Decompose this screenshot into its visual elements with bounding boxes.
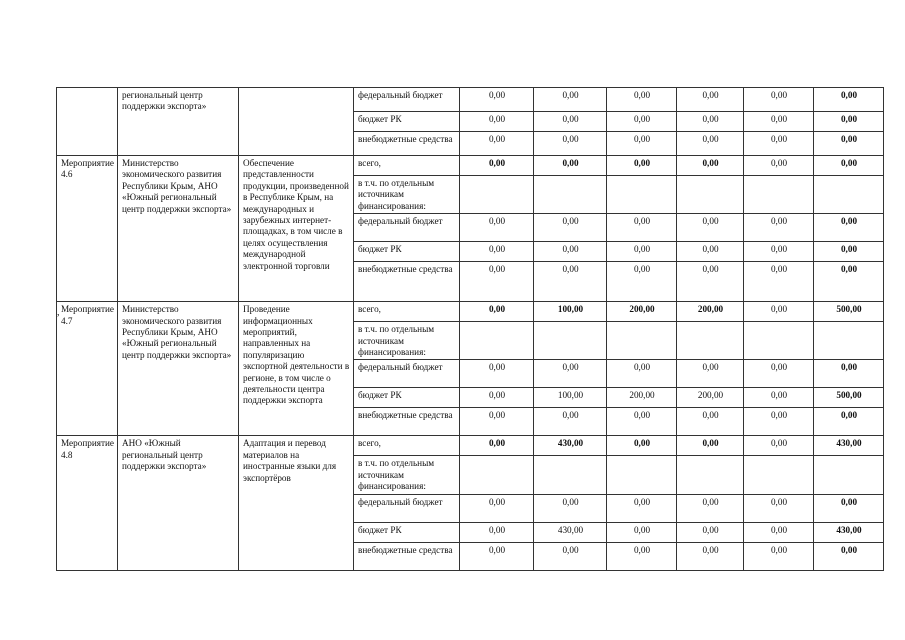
year-value: 0,00 — [744, 262, 814, 302]
year-value: 0,00 — [677, 360, 744, 388]
funding-source: федеральный бюджет — [354, 214, 460, 242]
table-row — [57, 88, 884, 112]
total-value: 500,00 — [814, 302, 884, 322]
year-value: 0,00 — [744, 88, 814, 112]
year-value — [677, 322, 744, 360]
budget-table — [56, 87, 884, 571]
year-value: 0,00 — [534, 156, 607, 176]
year-value: 0,00 — [744, 388, 814, 408]
year-value: 200,00 — [677, 388, 744, 408]
table-row — [57, 156, 884, 176]
total-value: 430,00 — [814, 522, 884, 542]
year-value: 0,00 — [534, 542, 607, 570]
year-value — [677, 176, 744, 214]
funding-source: федеральный бюджет — [354, 494, 460, 522]
total-value: 0,00 — [814, 112, 884, 132]
year-value: 0,00 — [607, 436, 677, 456]
year-value — [744, 322, 814, 360]
description-cell — [239, 88, 354, 156]
funding-source: бюджет РК — [354, 388, 460, 408]
year-value: 0,00 — [677, 436, 744, 456]
year-value: 0,00 — [534, 262, 607, 302]
funding-source: бюджет РК — [354, 242, 460, 262]
year-value: 0,00 — [534, 112, 607, 132]
year-value: 0,00 — [744, 214, 814, 242]
year-value: 0,00 — [460, 262, 534, 302]
year-value: 100,00 — [534, 302, 607, 322]
year-value: 0,00 — [460, 214, 534, 242]
year-value: 0,00 — [744, 522, 814, 542]
stray-mark: , — [57, 307, 60, 318]
total-value: 0,00 — [814, 88, 884, 112]
year-value — [534, 456, 607, 494]
year-value: 0,00 — [677, 242, 744, 262]
year-value: 0,00 — [677, 542, 744, 570]
total-value — [814, 176, 884, 214]
total-value: 0,00 — [814, 542, 884, 570]
year-value: 0,00 — [677, 408, 744, 436]
year-value: 0,00 — [460, 542, 534, 570]
description-cell: Обеспечение представленности продукции, произведенной в Республике Крым, на международных и зарубежных интернет-площадках, в том числе в целях осуществления международной электронной торговли — [239, 156, 354, 302]
year-value: 0,00 — [677, 112, 744, 132]
total-value — [814, 456, 884, 494]
executor-cell: Министерство экономического развития Республики Крым, АНО «Южный региональный центр поддержки экспорта» — [118, 302, 239, 436]
total-value: 0,00 — [814, 214, 884, 242]
year-value: 0,00 — [607, 88, 677, 112]
year-value: 0,00 — [460, 88, 534, 112]
year-value: 0,00 — [744, 156, 814, 176]
total-value: 0,00 — [814, 494, 884, 522]
year-value: 0,00 — [460, 494, 534, 522]
funding-source: в т.ч. по отдельным источникам финансирования: — [354, 322, 460, 360]
year-value: 430,00 — [534, 522, 607, 542]
year-value: 0,00 — [607, 542, 677, 570]
year-value — [607, 322, 677, 360]
description-cell: Адаптация и перевод материалов на иностранные языки для экспортёров — [239, 436, 354, 570]
funding-source: внебюджетные средства — [354, 132, 460, 156]
year-value: 0,00 — [534, 408, 607, 436]
year-value: 0,00 — [677, 88, 744, 112]
year-value: 0,00 — [744, 494, 814, 522]
funding-source: внебюджетные средства — [354, 542, 460, 570]
description-cell: Проведение информационных мероприятий, направленных на популяризацию экспортной деятельности в регионе, в том числе о деятельности центра поддержки экспорта — [239, 302, 354, 436]
funding-source: федеральный бюджет — [354, 88, 460, 112]
year-value: 0,00 — [460, 522, 534, 542]
year-value: 0,00 — [607, 112, 677, 132]
table-body — [57, 88, 884, 571]
year-value: 0,00 — [744, 242, 814, 262]
year-value: 0,00 — [534, 88, 607, 112]
total-value: 500,00 — [814, 388, 884, 408]
year-value: 0,00 — [744, 436, 814, 456]
year-value: 0,00 — [677, 522, 744, 542]
year-value: 0,00 — [460, 436, 534, 456]
total-value: 0,00 — [814, 132, 884, 156]
year-value: 0,00 — [607, 132, 677, 156]
year-value — [677, 456, 744, 494]
year-value: 0,00 — [744, 132, 814, 156]
total-value: 0,00 — [814, 360, 884, 388]
total-value: 0,00 — [814, 262, 884, 302]
year-value: 0,00 — [607, 156, 677, 176]
year-value: 430,00 — [534, 436, 607, 456]
total-value: 430,00 — [814, 436, 884, 456]
activity-id — [57, 88, 118, 156]
year-value: 0,00 — [607, 408, 677, 436]
year-value: 0,00 — [460, 388, 534, 408]
year-value — [744, 456, 814, 494]
year-value — [460, 322, 534, 360]
year-value: 0,00 — [460, 132, 534, 156]
year-value: 0,00 — [677, 132, 744, 156]
year-value: 0,00 — [607, 522, 677, 542]
year-value: 0,00 — [534, 494, 607, 522]
year-value: 0,00 — [460, 112, 534, 132]
year-value: 0,00 — [607, 360, 677, 388]
executor-cell: АНО «Южный региональный центр поддержки экспорта» — [118, 436, 239, 570]
year-value — [460, 456, 534, 494]
year-value: 0,00 — [744, 302, 814, 322]
funding-source: всего, — [354, 302, 460, 322]
year-value: 0,00 — [744, 360, 814, 388]
year-value — [460, 176, 534, 214]
activity-id: Мероприятие 4.6 — [57, 156, 118, 302]
year-value: 0,00 — [744, 408, 814, 436]
year-value: 0,00 — [744, 112, 814, 132]
year-value: 0,00 — [534, 214, 607, 242]
year-value: 0,00 — [607, 242, 677, 262]
year-value: 0,00 — [460, 242, 534, 262]
year-value: 0,00 — [460, 156, 534, 176]
year-value — [534, 322, 607, 360]
year-value: 200,00 — [677, 302, 744, 322]
total-value — [814, 322, 884, 360]
table-row — [57, 302, 884, 322]
funding-source: бюджет РК — [354, 112, 460, 132]
activity-id: Мероприятие 4.7 — [57, 302, 118, 436]
year-value: 0,00 — [677, 156, 744, 176]
total-value: 0,00 — [814, 242, 884, 262]
year-value — [607, 456, 677, 494]
funding-source: всего, — [354, 436, 460, 456]
funding-source: в т.ч. по отдельным источникам финансирования: — [354, 176, 460, 214]
executor-cell: региональный центр поддержки экспорта» — [118, 88, 239, 156]
year-value: 0,00 — [607, 214, 677, 242]
activity-id: Мероприятие 4.8 — [57, 436, 118, 570]
year-value — [607, 176, 677, 214]
year-value: 0,00 — [534, 242, 607, 262]
year-value: 0,00 — [607, 494, 677, 522]
total-value: 0,00 — [814, 156, 884, 176]
year-value: 0,00 — [607, 262, 677, 302]
year-value: 200,00 — [607, 388, 677, 408]
executor-cell: Министерство экономического развития Республики Крым, АНО «Южный региональный центр поддержки экспорта» — [118, 156, 239, 302]
funding-source: в т.ч. по отдельным источникам финансирования: — [354, 456, 460, 494]
year-value: 200,00 — [607, 302, 677, 322]
year-value: 0,00 — [534, 132, 607, 156]
year-value: 0,00 — [677, 494, 744, 522]
funding-source: внебюджетные средства — [354, 408, 460, 436]
year-value: 0,00 — [460, 360, 534, 388]
total-value: 0,00 — [814, 408, 884, 436]
year-value: 100,00 — [534, 388, 607, 408]
funding-source: бюджет РК — [354, 522, 460, 542]
year-value: 0,00 — [460, 408, 534, 436]
year-value: 0,00 — [677, 214, 744, 242]
year-value — [534, 176, 607, 214]
table-row — [57, 436, 884, 456]
funding-source: всего, — [354, 156, 460, 176]
funding-source: внебюджетные средства — [354, 262, 460, 302]
year-value: 0,00 — [677, 262, 744, 302]
year-value: 0,00 — [460, 302, 534, 322]
year-value: 0,00 — [744, 542, 814, 570]
funding-source: федеральный бюджет — [354, 360, 460, 388]
year-value — [744, 176, 814, 214]
year-value: 0,00 — [534, 360, 607, 388]
